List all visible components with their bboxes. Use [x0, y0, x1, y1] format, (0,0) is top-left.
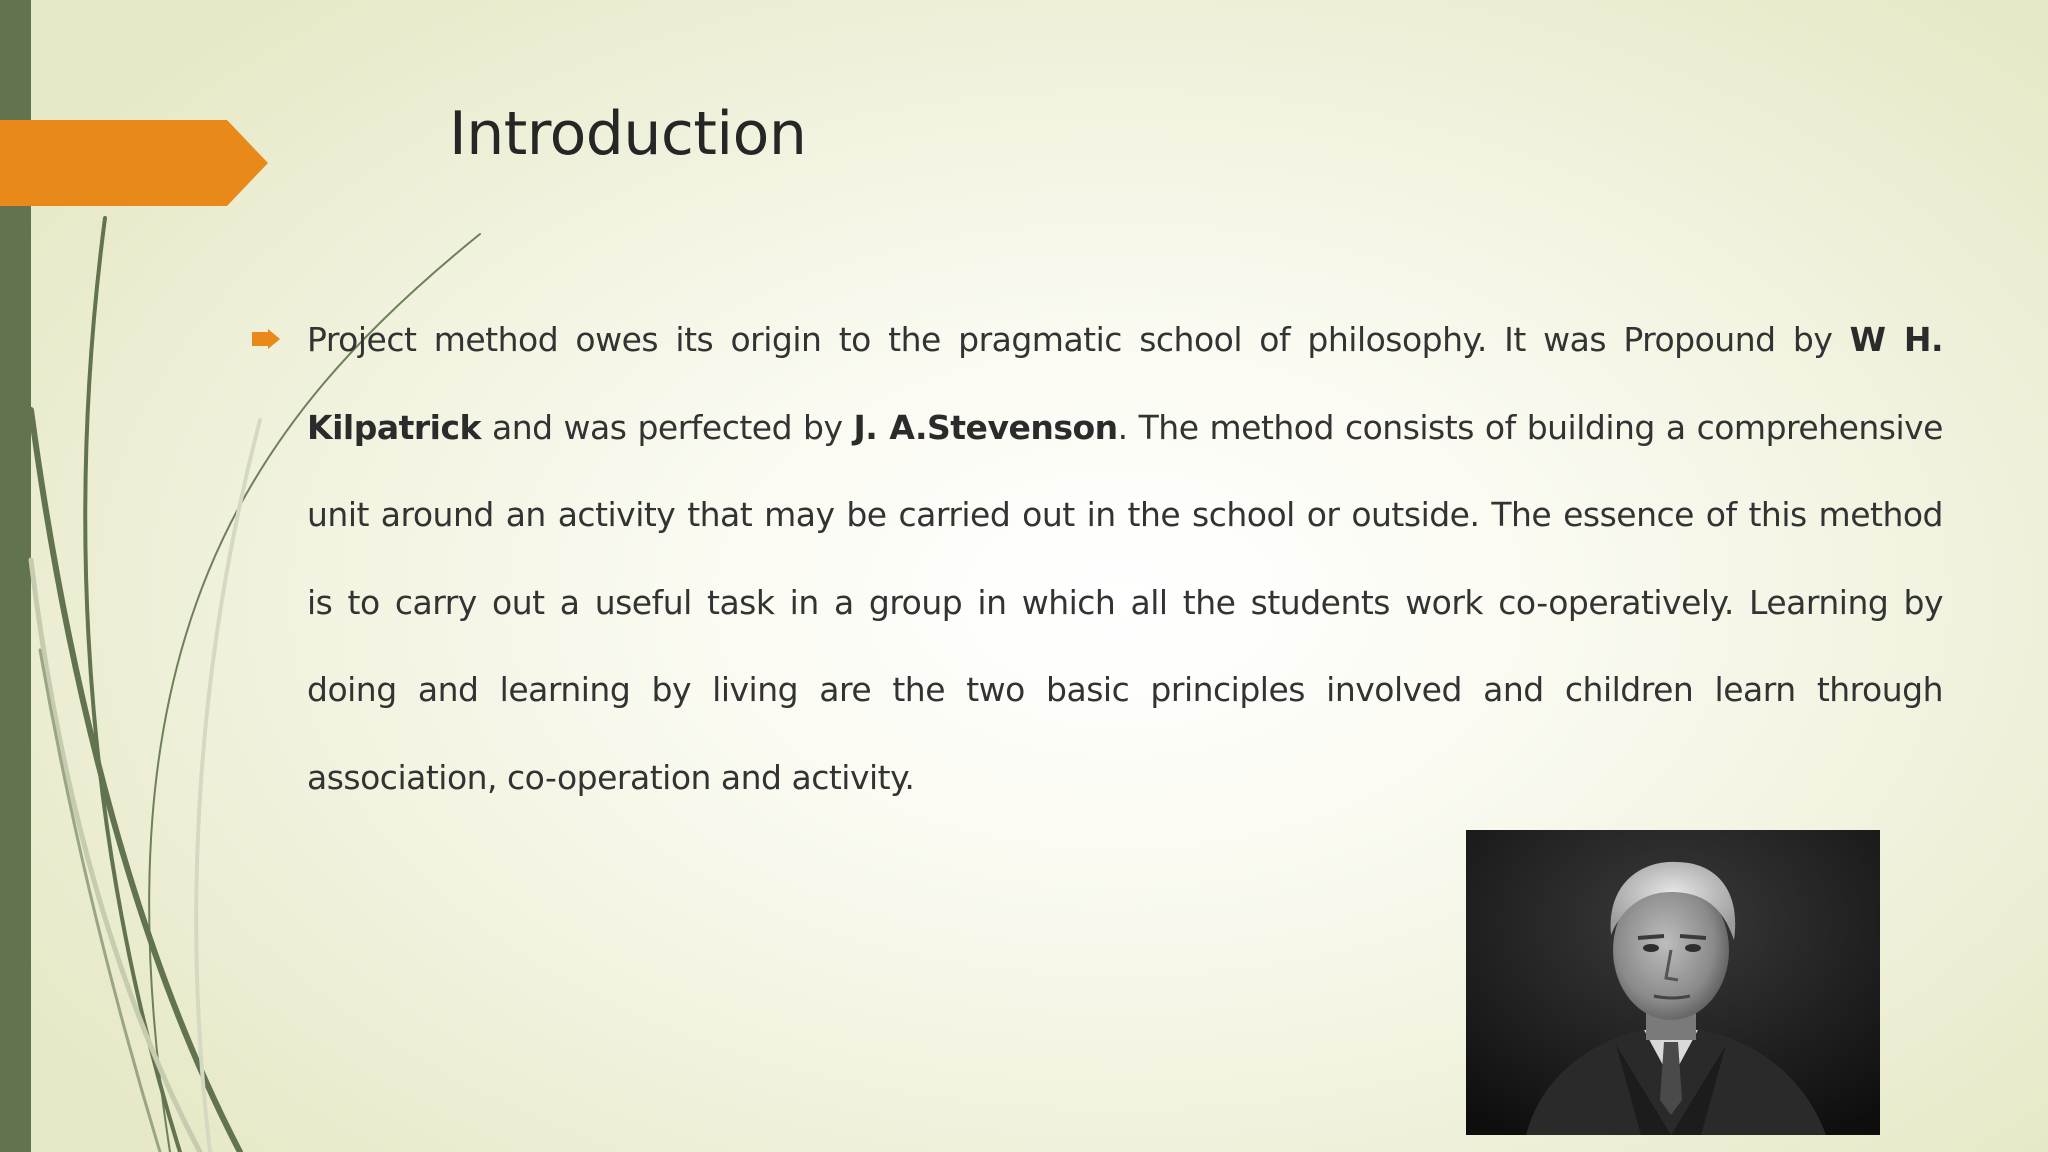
body-text-segment: . The method consists of building a comprehensive unit around an activity that may be carried out in the school or outside. The essence of this method is to carry out a useful task in a group in which all the students work co-operatively. Learning by doing and learning by living are the two basic principles involved and children learn through association, co-operation and activity. — [307, 407, 1943, 797]
body-paragraph — [307, 296, 1943, 821]
body-text-bold-segment: W H. Kilpatrick — [307, 320, 1944, 447]
portrait-photo — [1466, 830, 1880, 1135]
slide-title: Introduction — [449, 99, 807, 169]
title-arrow-shape — [0, 120, 270, 206]
arrow-bullet-icon — [252, 329, 280, 349]
body-text-segment: and was perfected by — [480, 407, 854, 447]
body-text-segment: Project method owes its origin to the pragmatic school of philosophy. It was Propound by — [307, 320, 1850, 359]
body-text-bold-segment: J. A.Stevenson — [853, 407, 1118, 447]
